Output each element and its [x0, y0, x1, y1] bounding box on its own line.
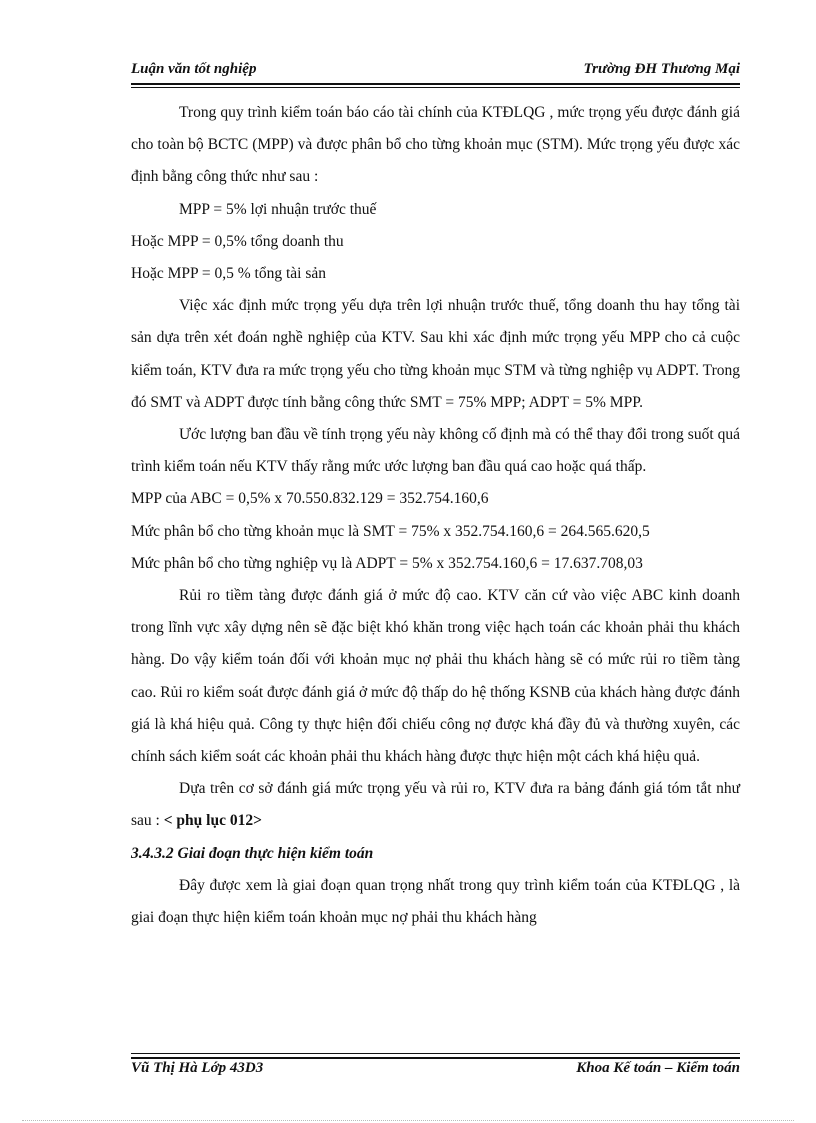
page-header: [131, 61, 740, 78]
footer-rule: [131, 1057, 740, 1059]
appendix-reference: < phụ lục 012>: [163, 812, 262, 830]
paragraph-initial-estimate: Ước lượng ban đầu về tính trọng yếu này không cố định mà có thể thay đổi trong suốt quá trình kiểm toán nếu KTV thấy rằng mức ước lượng ban đầu quá cao hoặc quá thấp.: [131, 426, 740, 476]
calc-adpt: Mức phân bổ cho từng nghiệp vụ là ADPT = 5% x 352.754.160,6 = 17.637.708,03: [131, 554, 643, 572]
calc-smt: Mức phân bổ cho từng khoản mục là SMT = 75% x 352.754.160,6 = 264.565.620,5: [131, 522, 650, 540]
header-rule: [131, 83, 740, 85]
paragraph-materiality-judgement: Việc xác định mức trọng yếu dựa trên lợi nhuận trước thuế, tổng doanh thu hay tổng tài sản dựa trên xét đoán nghề nghiệp của KTV. Sau khi xác định mức trọng yếu MPP cho cả cuộc kiểm toán, KTV đưa ra mức trọng yếu cho từng khoản mục STM và từng nghiệp vụ ADPT. Trong đó SMT và ADPT được tính bằng công thức SMT = 75% MPP; ADPT = 5% MPP.: [131, 297, 740, 411]
formula-mpp-revenue: Hoặc MPP = 0,5% tổng doanh thu: [131, 232, 344, 250]
page-edge-divider: [22, 1120, 794, 1121]
formula-mpp-profit: MPP = 5% lợi nhuận trước thuế: [179, 200, 377, 218]
paragraph-materiality-intro: Trong quy trình kiểm toán báo cáo tài chính của KTĐLQG , mức trọng yếu được đánh giá cho toàn bộ BCTC (MPP) và được phân bổ cho từng khoản mục (STM). Mức trọng yếu được xác định bằng công thức như sau :: [131, 104, 740, 186]
page-footer: [131, 1060, 740, 1077]
paragraph-risk-assessment: Rủi ro tiềm tàng được đánh giá ở mức độ cao. KTV căn cứ vào việc ABC kinh doanh trong lĩnh vực xây dựng nên sẽ đặc biệt khó khăn trong việc hạch toán các khoản phải thu khách hàng. Do vậy kiểm toán đối với khoản mục nợ phải thu khách hàng sẽ có mức rủi ro tiềm tàng cao. Rủi ro kiểm soát được đánh giá ở mức độ thấp do hệ thống KSNB của khách hàng được đánh giá là khá hiệu quả. Công ty thực hiện đối chiếu công nợ được khá đầy đủ và thường xuyên, các chính sách kiểm soát các khoản phải thu khách hàng được thực hiện một cách khá hiệu quả.: [131, 587, 740, 766]
formula-mpp-assets: Hoặc MPP = 0,5 % tổng tài sản: [131, 265, 327, 283]
document-body: [131, 97, 740, 934]
header-thesis-label: Luận văn tốt nghiệp: [131, 61, 257, 77]
calc-mpp-abc: MPP của ABC = 0,5% x 70.550.832.129 = 352.754.160,6: [131, 490, 489, 508]
summary-table-text: Dựa trên cơ sở đánh giá mức trọng yếu và rủi ro, KTV đưa ra bảng đánh giá tóm tắt như sau :: [131, 780, 740, 830]
section-heading: 3.4.3.2 Giai đoạn thực hiện kiểm toán: [131, 844, 374, 862]
footer-faculty: Khoa Kế toán – Kiểm toán: [576, 1060, 740, 1076]
header-university: Trường ĐH Thương Mại: [583, 61, 740, 77]
paragraph-execution-phase: Đây được xem là giai đoạn quan trọng nhất trong quy trình kiểm toán của KTĐLQG , là giai đoạn thực hiện kiểm toán khoản mục nợ phải thu khách hàng: [131, 876, 740, 927]
paragraph-summary-table: [131, 773, 740, 837]
footer-author: Vũ Thị Hà Lớp 43D3: [131, 1060, 264, 1076]
footer-rule-thin: [131, 1053, 740, 1054]
header-rule-thin: [131, 87, 740, 88]
